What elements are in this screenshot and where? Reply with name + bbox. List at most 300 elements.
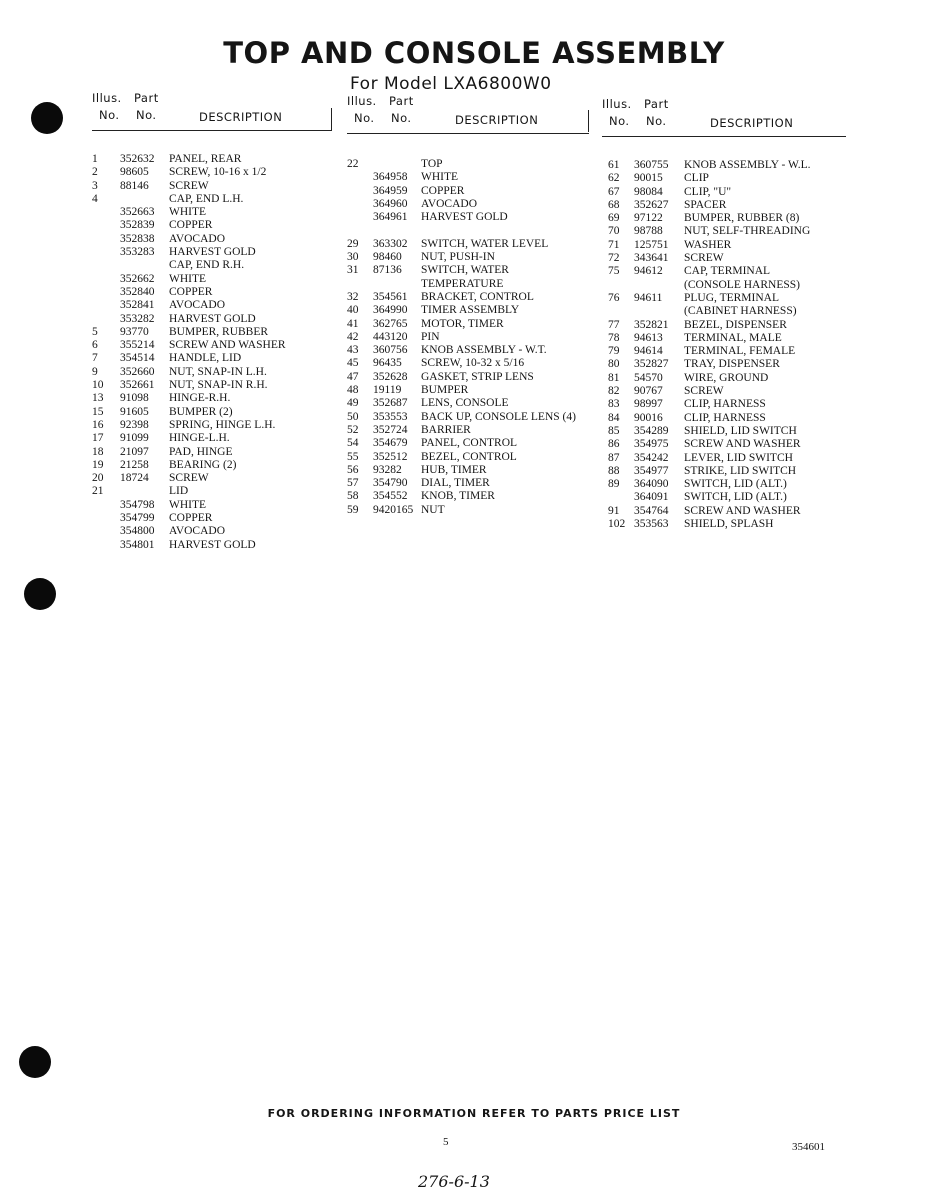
part-description: AVOCADO	[169, 525, 226, 538]
illus-number: 45	[347, 357, 359, 370]
parts-row	[602, 239, 846, 252]
header-part-no: No.	[136, 108, 157, 122]
part-number: 362765	[373, 317, 408, 330]
parts-row	[602, 412, 846, 425]
illus-number: 1	[92, 153, 98, 165]
illus-number: 78	[608, 331, 620, 344]
part-number: 352839	[120, 219, 155, 232]
part-number: 354798	[120, 498, 155, 511]
parts-row	[347, 357, 589, 370]
part-number: 91098	[120, 392, 149, 405]
illus-number: 50	[347, 410, 359, 423]
parts-list	[347, 158, 589, 517]
part-number: 360756	[373, 344, 408, 357]
illus-number: 13	[92, 392, 104, 405]
part-description: SCREW AND WASHER	[684, 504, 801, 517]
parts-row	[92, 459, 332, 472]
parts-row	[347, 371, 589, 384]
part-number: 352661	[120, 379, 155, 392]
binder-hole-3	[19, 1046, 51, 1078]
parts-row	[92, 166, 332, 179]
parts-row	[347, 224, 589, 237]
part-number: 94611	[634, 291, 663, 304]
part-description: CLIP	[684, 172, 709, 185]
part-description: HINGE-L.H.	[169, 432, 230, 445]
illus-number: 55	[347, 450, 359, 463]
part-description: COPPER	[169, 512, 213, 525]
handwritten-note: 276-6-13	[418, 1172, 490, 1191]
parts-row	[347, 397, 589, 410]
illus-number: 87	[608, 451, 620, 464]
illus-number: 48	[347, 384, 359, 397]
parts-row	[602, 345, 846, 358]
part-description: BEZEL, DISPENSER	[684, 318, 787, 331]
part-description: HUB, TIMER	[421, 463, 487, 476]
part-description: BRACKET, CONTROL	[421, 290, 534, 303]
illus-number: 19	[92, 458, 104, 471]
part-number: 364958	[373, 171, 408, 184]
part-description: PLUG, TERMINAL	[684, 291, 779, 304]
parts-row	[602, 225, 846, 238]
parts-row	[347, 477, 589, 490]
parts-row	[347, 278, 589, 291]
part-description: NUT, PUSH-IN	[421, 251, 495, 264]
part-number: 96435	[373, 357, 402, 370]
header-part: Part	[389, 94, 414, 108]
part-number: 352663	[120, 206, 155, 219]
parts-row	[347, 318, 589, 331]
parts-row	[347, 198, 589, 211]
parts-row	[602, 199, 846, 212]
part-number: 364090	[634, 478, 669, 491]
part-number: 352841	[120, 299, 155, 312]
part-description: STRIKE, LID SWITCH	[684, 464, 797, 477]
illus-number: 3	[92, 179, 98, 192]
illus-number: 2	[92, 166, 98, 179]
parts-row	[602, 398, 846, 411]
illus-number: 80	[608, 358, 620, 371]
part-description: PAD, HINGE	[169, 445, 233, 458]
parts-row	[347, 171, 589, 184]
parts-row	[347, 437, 589, 450]
part-description: PANEL, REAR	[169, 153, 242, 165]
part-number: 354552	[373, 490, 408, 503]
illus-number: 83	[608, 398, 620, 411]
part-description: TERMINAL, MALE	[684, 331, 782, 344]
part-description: BUMPER, RUBBER	[169, 325, 269, 338]
illus-number: 102	[608, 518, 626, 531]
parts-column-1	[92, 90, 332, 552]
part-number: 352662	[120, 272, 155, 285]
illus-number: 21	[92, 485, 104, 498]
parts-list	[602, 159, 846, 531]
parts-row	[92, 539, 332, 552]
illus-number: 17	[92, 432, 104, 445]
parts-row	[92, 366, 332, 379]
part-number: 354242	[634, 451, 669, 464]
part-description: LEVER, LID SWITCH	[684, 451, 793, 464]
part-description: MOTOR, TIMER	[421, 317, 504, 330]
part-description: AVOCADO	[169, 299, 226, 312]
part-number: 93770	[120, 325, 149, 338]
part-description: DIAL, TIMER	[421, 477, 490, 490]
part-number: 360755	[634, 159, 669, 171]
illus-number: 30	[347, 251, 359, 264]
part-description: PIN	[421, 330, 440, 343]
part-description: AVOCADO	[169, 232, 226, 245]
parts-row	[92, 233, 332, 246]
parts-row	[92, 206, 332, 219]
part-number: 364091	[634, 491, 669, 504]
parts-row	[602, 186, 846, 199]
parts-row	[347, 384, 589, 397]
part-description: GASKET, STRIP LENS	[421, 370, 534, 383]
part-description: WIRE, GROUND	[684, 371, 769, 384]
part-number: 94612	[634, 265, 663, 278]
parts-row	[347, 451, 589, 464]
part-description: SHIELD, SPLASH	[684, 518, 774, 531]
part-description: NUT, SNAP-IN R.H.	[169, 379, 268, 392]
ordering-footer: FOR ORDERING INFORMATION REFER TO PARTS PRICE LIST	[267, 1107, 681, 1120]
header-part-no: No.	[391, 111, 412, 125]
part-description: BARRIER	[421, 423, 471, 436]
illus-number: 56	[347, 463, 359, 476]
illus-number: 18	[92, 445, 104, 458]
parts-row	[347, 238, 589, 251]
part-number: 125751	[634, 238, 669, 251]
parts-row	[602, 252, 846, 265]
parts-row	[602, 478, 846, 491]
header-illus: Illus.	[602, 97, 632, 111]
parts-row	[602, 505, 846, 518]
illus-number: 89	[608, 478, 620, 491]
part-number: 352821	[634, 318, 669, 331]
part-description: (CABINET HARNESS)	[684, 305, 797, 318]
part-number: 364990	[373, 304, 408, 317]
part-description: BEARING (2)	[169, 458, 237, 471]
part-description: LID	[169, 485, 189, 498]
parts-row	[347, 304, 589, 317]
part-number: 364959	[373, 184, 408, 197]
illus-number: 9	[92, 365, 98, 378]
part-description: HARVEST GOLD	[169, 312, 256, 325]
part-description: BUMPER	[421, 384, 469, 397]
parts-row	[602, 425, 846, 438]
part-description: SCREW AND WASHER	[169, 339, 286, 352]
part-number: 364960	[373, 197, 408, 210]
part-number: 91099	[120, 432, 149, 445]
parts-row	[92, 419, 332, 432]
parts-row	[602, 452, 846, 465]
illus-number: 7	[92, 352, 98, 365]
parts-row	[602, 358, 846, 371]
model-subtitle: For Model LXA6800W0	[350, 74, 552, 94]
part-number: 354977	[634, 464, 669, 477]
part-description: CLIP, HARNESS	[684, 411, 766, 424]
parts-list	[92, 153, 332, 552]
parts-row	[92, 352, 332, 365]
part-number: 54570	[634, 371, 663, 384]
part-number: 354679	[373, 437, 408, 450]
part-number: 98084	[634, 185, 663, 198]
part-number: 94613	[634, 331, 663, 344]
illus-number: 75	[608, 265, 620, 278]
part-number: 94614	[634, 345, 663, 358]
parts-row	[347, 185, 589, 198]
header-illus: Illus.	[347, 94, 377, 108]
part-number: 353283	[120, 246, 155, 259]
parts-row	[602, 292, 846, 305]
parts-row	[347, 490, 589, 503]
part-description: COPPER	[421, 184, 465, 197]
parts-row	[347, 158, 589, 171]
column-header	[92, 90, 332, 131]
illus-number: 58	[347, 490, 359, 503]
part-description: SPRING, HINGE L.H.	[169, 418, 276, 431]
part-number: 91605	[120, 405, 149, 418]
part-description: KNOB ASSEMBLY - W.L.	[684, 159, 811, 171]
part-number: 352660	[120, 365, 155, 378]
part-description: PANEL, CONTROL	[421, 437, 518, 450]
parts-row	[92, 299, 332, 312]
part-description: LENS, CONSOLE	[421, 397, 509, 410]
part-number: 443120	[373, 330, 408, 343]
part-description: NUT, SNAP-IN L.H.	[169, 365, 267, 378]
parts-row	[92, 259, 332, 272]
parts-row	[92, 326, 332, 339]
part-description: KNOB ASSEMBLY - W.T.	[421, 344, 547, 357]
part-number: 354799	[120, 512, 155, 525]
part-description: WHITE	[169, 206, 207, 219]
parts-row	[602, 172, 846, 185]
illus-number: 84	[608, 411, 620, 424]
parts-row	[347, 344, 589, 357]
illus-number: 15	[92, 405, 104, 418]
header-illus-no: No.	[99, 108, 120, 122]
part-description: BACK UP, CONSOLE LENS (4)	[421, 410, 576, 423]
part-description: SWITCH, LID (ALT.)	[684, 478, 787, 491]
part-description: CAP, TERMINAL	[684, 265, 771, 278]
part-number: 87136	[373, 264, 402, 277]
parts-row	[92, 153, 332, 166]
part-description: TOP	[421, 158, 443, 170]
illus-number: 77	[608, 318, 620, 331]
part-description: COPPER	[169, 219, 213, 232]
illus-number: 67	[608, 185, 620, 198]
part-number: 352628	[373, 370, 408, 383]
parts-row	[92, 392, 332, 405]
part-number: 353282	[120, 312, 155, 325]
part-number: 92398	[120, 418, 149, 431]
parts-row	[602, 159, 846, 172]
illus-number: 49	[347, 397, 359, 410]
part-description: SWITCH, WATER	[421, 264, 509, 277]
part-number: 19119	[373, 384, 402, 397]
parts-column-3	[602, 96, 846, 531]
part-number: 98605	[120, 166, 149, 179]
part-description: TRAY, DISPENSER	[684, 358, 780, 371]
part-number: 98788	[634, 225, 663, 238]
illus-number: 86	[608, 438, 620, 451]
illus-number: 81	[608, 371, 620, 384]
part-description: CAP, END L.H.	[169, 192, 244, 205]
part-description: SCREW	[684, 252, 724, 265]
part-description: HINGE-R.H.	[169, 392, 231, 405]
header-part: Part	[134, 91, 159, 105]
parts-row	[92, 525, 332, 538]
column-header	[602, 96, 846, 137]
binder-hole-2	[24, 578, 56, 610]
illus-number: 4	[92, 192, 98, 205]
header-part-no: No.	[646, 114, 667, 128]
illus-number: 54	[347, 437, 359, 450]
part-description: SHIELD, LID SWITCH	[684, 424, 797, 437]
parts-row	[602, 372, 846, 385]
parts-row	[602, 465, 846, 478]
part-description: WASHER	[684, 238, 732, 251]
illus-number: 22	[347, 158, 359, 170]
part-number: 353553	[373, 410, 408, 423]
illus-number: 79	[608, 345, 620, 358]
part-description: HARVEST GOLD	[169, 538, 256, 551]
illus-number: 32	[347, 290, 359, 303]
header-illus: Illus.	[92, 91, 122, 105]
part-number: 352827	[634, 358, 669, 371]
illus-number: 52	[347, 423, 359, 436]
parts-row	[92, 339, 332, 352]
part-number: 354289	[634, 424, 669, 437]
parts-row	[92, 446, 332, 459]
part-description: SCREW AND WASHER	[684, 438, 801, 451]
illus-number: 85	[608, 424, 620, 437]
part-number: 354764	[634, 504, 669, 517]
part-number: 21258	[120, 458, 149, 471]
document-code: 354601	[792, 1141, 825, 1153]
part-description: SWITCH, WATER LEVEL	[421, 237, 549, 250]
part-number: 354514	[120, 352, 155, 365]
part-description: SCREW	[684, 385, 724, 398]
part-number: 98997	[634, 398, 663, 411]
part-number: 90016	[634, 411, 663, 424]
parts-row	[602, 319, 846, 332]
part-description: CLIP, HARNESS	[684, 398, 766, 411]
parts-row	[92, 273, 332, 286]
part-description: BEZEL, CONTROL	[421, 450, 517, 463]
parts-row	[347, 424, 589, 437]
illus-number: 20	[92, 472, 104, 485]
illus-number: 59	[347, 503, 359, 516]
illus-number: 70	[608, 225, 620, 238]
parts-row	[92, 432, 332, 445]
part-number: 354801	[120, 538, 155, 551]
parts-row	[347, 464, 589, 477]
illus-number: 71	[608, 238, 620, 251]
part-description: NUT	[421, 503, 445, 516]
illus-number: 5	[92, 325, 98, 338]
parts-row	[347, 331, 589, 344]
parts-row	[347, 264, 589, 277]
part-description: SCREW, 10-16 x 1/2	[169, 166, 267, 179]
illus-number: 76	[608, 291, 620, 304]
part-number: 354800	[120, 525, 155, 538]
illus-number: 43	[347, 344, 359, 357]
part-description: CAP, END R.H.	[169, 259, 245, 272]
part-number: 98460	[373, 251, 402, 264]
page-mark: 5	[443, 1136, 449, 1148]
parts-row	[92, 193, 332, 206]
part-description: HANDLE, LID	[169, 352, 242, 365]
part-description: AVOCADO	[421, 197, 478, 210]
illus-number: 47	[347, 370, 359, 383]
part-number: 352632	[120, 153, 155, 165]
header-illus-no: No.	[354, 111, 375, 125]
parts-row	[602, 518, 846, 531]
header-description: DESCRIPTION	[455, 113, 539, 127]
binder-hole-1	[31, 102, 63, 134]
part-description: SPACER	[684, 198, 727, 211]
illus-number: 40	[347, 304, 359, 317]
part-number: 354975	[634, 438, 669, 451]
part-number: 88146	[120, 179, 149, 192]
part-number: 363302	[373, 237, 408, 250]
part-number: 352512	[373, 450, 408, 463]
part-description: HARVEST GOLD	[421, 211, 508, 224]
part-number: 353563	[634, 518, 669, 531]
illus-number: 29	[347, 237, 359, 250]
part-number: 352687	[373, 397, 408, 410]
illus-number: 91	[608, 504, 620, 517]
part-number: 352840	[120, 285, 155, 298]
header-description: DESCRIPTION	[199, 110, 283, 124]
header-description: DESCRIPTION	[710, 116, 794, 130]
parts-row	[92, 406, 332, 419]
page-title: TOP AND CONSOLE ASSEMBLY	[223, 36, 725, 70]
illus-number: 57	[347, 477, 359, 490]
parts-row	[347, 291, 589, 304]
parts-row	[602, 305, 846, 318]
part-number: 354790	[373, 477, 408, 490]
parts-row	[347, 411, 589, 424]
part-description: (CONSOLE HARNESS)	[684, 278, 800, 291]
part-number: 343641	[634, 252, 669, 265]
part-description: TIMER ASSEMBLY	[421, 304, 520, 317]
parts-row	[92, 219, 332, 232]
part-number: 90015	[634, 172, 663, 185]
part-description: SCREW, 10-32 x 5/16	[421, 357, 525, 370]
illus-number: 61	[608, 159, 620, 171]
illus-number: 72	[608, 252, 620, 265]
part-number: 21097	[120, 445, 149, 458]
parts-row	[347, 251, 589, 264]
parts-row	[602, 491, 846, 504]
part-description: BUMPER (2)	[169, 405, 233, 418]
part-number: 354561	[373, 290, 408, 303]
illus-number: 42	[347, 330, 359, 343]
parts-row	[92, 246, 332, 259]
illus-number: 10	[92, 379, 104, 392]
parts-row	[347, 504, 589, 517]
part-number: 97122	[634, 212, 663, 225]
part-description: HARVEST GOLD	[169, 246, 256, 259]
illus-number: 31	[347, 264, 359, 277]
illus-number: 6	[92, 339, 98, 352]
part-number: 90767	[634, 385, 663, 398]
part-number: 364961	[373, 211, 408, 224]
parts-row	[602, 212, 846, 225]
parts-row	[92, 286, 332, 299]
column-header	[347, 93, 589, 134]
part-number: 355214	[120, 339, 155, 352]
